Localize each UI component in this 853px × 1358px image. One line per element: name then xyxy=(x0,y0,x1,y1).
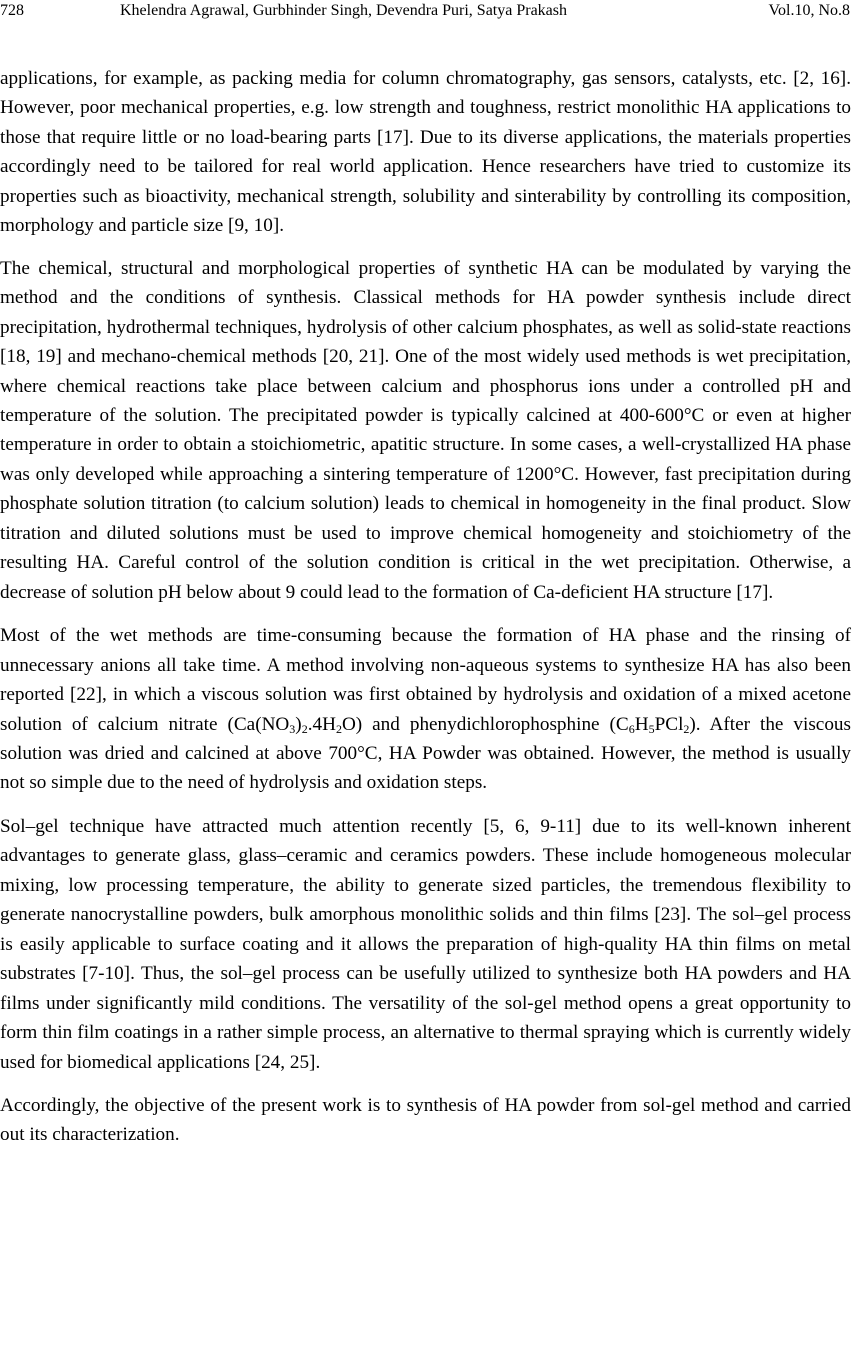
paragraph-5: Accordingly, the objective of the present work is to synthesis of HA powder from sol-gel method and carried out its characterization. xyxy=(0,1094,851,1146)
page-number: 728 xyxy=(0,2,24,19)
p3-text: Most of the wet methods are time-consuming because the formation of HA phase and the rinsing of unnecessary anions all take time. A method involving non-aqueous systems to synthesize HA has also been reported [22], in which a viscous solution was first obtained by hydrolysis and oxidation of a mixed acetone solution of calcium nitrate (Ca(NO xyxy=(0,625,851,735)
p3-text: H xyxy=(634,713,649,735)
p3-text: ). After the viscous solution was dried and calcined at above 700°C, HA Powder was obtained. However, the method is usually not so simple due to the need of hydrolysis and oxidation steps. xyxy=(0,713,851,794)
article-body xyxy=(0,64,851,1150)
subscript: 3 xyxy=(289,721,296,736)
header-volume: Vol.10, No.8 xyxy=(768,2,850,19)
p3-text: ) xyxy=(295,713,302,735)
paragraph-3 xyxy=(0,621,851,798)
p3-text: PCl xyxy=(654,713,684,735)
subscript: 6 xyxy=(628,721,635,736)
paragraph-4: Sol–gel technique have attracted much attention recently [5, 6, 9-11] due to its well-known inherent advantages to generate glass, glass–ceramic and ceramics powders. These include homogeneous molecular mixing, low processing temperature, the ability to generate sized particles, the tremendous flexibility to generate nanocrystalline powders, bulk amorphous monolithic solids and thin films [23]. The sol–gel process is easily applicable to surface coating and it allows the preparation of high-quality HA thin films on metal substrates [7-10]. Thus, the sol–gel process can be usefully utilized to synthesize both HA powders and HA films under significantly mild conditions. The versatility of the sol-gel method opens a great opportunity to form thin film coatings in a rather simple process, an alternative to thermal spraying which is currently widely used for biomedical applications [24, 25]. xyxy=(0,815,851,1073)
paragraph-2: The chemical, structural and morphological properties of synthetic HA can be modulated by varying the method and the conditions of synthesis. Classical methods for HA powder synthesis include direct precipitation, hydrothermal techniques, hydrolysis of other calcium phosphates, as well as solid-state reactions [18, 19] and mechano-chemical methods [20, 21]. One of the most widely used methods is wet precipitation, where chemical reactions take place between calcium and phosphorus ions under a controlled pH and temperature of the solution. The precipitated powder is typically calcined at 400-600°C or even at higher temperature in order to obtain a stoichiometric, apatitic structure. In some cases, a well-crystallized HA phase was only developed while approaching a sintering temperature of 1200°C. However, fast precipitation during phosphate solution titration (to calcium solution) leads to chemical in homogeneity in the final product. Slow titration and diluted solutions must be used to improve chemical homogeneity and stoichiometry of the resulting HA. Careful control of the solution condition is critical in the wet precipitation. Otherwise, a decrease of solution pH below about 9 could lead to the formation of Ca-deficient HA structure [17]. xyxy=(0,257,851,603)
p3-text: .4H xyxy=(307,713,336,735)
header-authors: Khelendra Agrawal, Gurbhinder Singh, Devendra Puri, Satya Prakash xyxy=(120,2,567,19)
paragraph-1: applications, for example, as packing media for column chromatography, gas sensors, catalysts, etc. [2, 16]. However, poor mechanical properties, e.g. low strength and toughness, restrict monolithic HA applications to those that require little or no load-bearing parts [17]. Due to its diverse applications, the materials properties accordingly need to be tailored for real world application. Hence researchers have tried to customize its properties such as bioactivity, mechanical strength, solubility and sinterability by controlling its composition, morphology and particle size [9, 10]. xyxy=(0,68,851,237)
subscript: 2 xyxy=(683,721,690,736)
p3-text: O) and phenydichlorophosphine (C xyxy=(341,713,629,735)
subscript: 5 xyxy=(648,721,655,736)
subscript: 2 xyxy=(301,721,308,736)
subscript: 2 xyxy=(335,721,342,736)
running-header xyxy=(0,0,853,30)
